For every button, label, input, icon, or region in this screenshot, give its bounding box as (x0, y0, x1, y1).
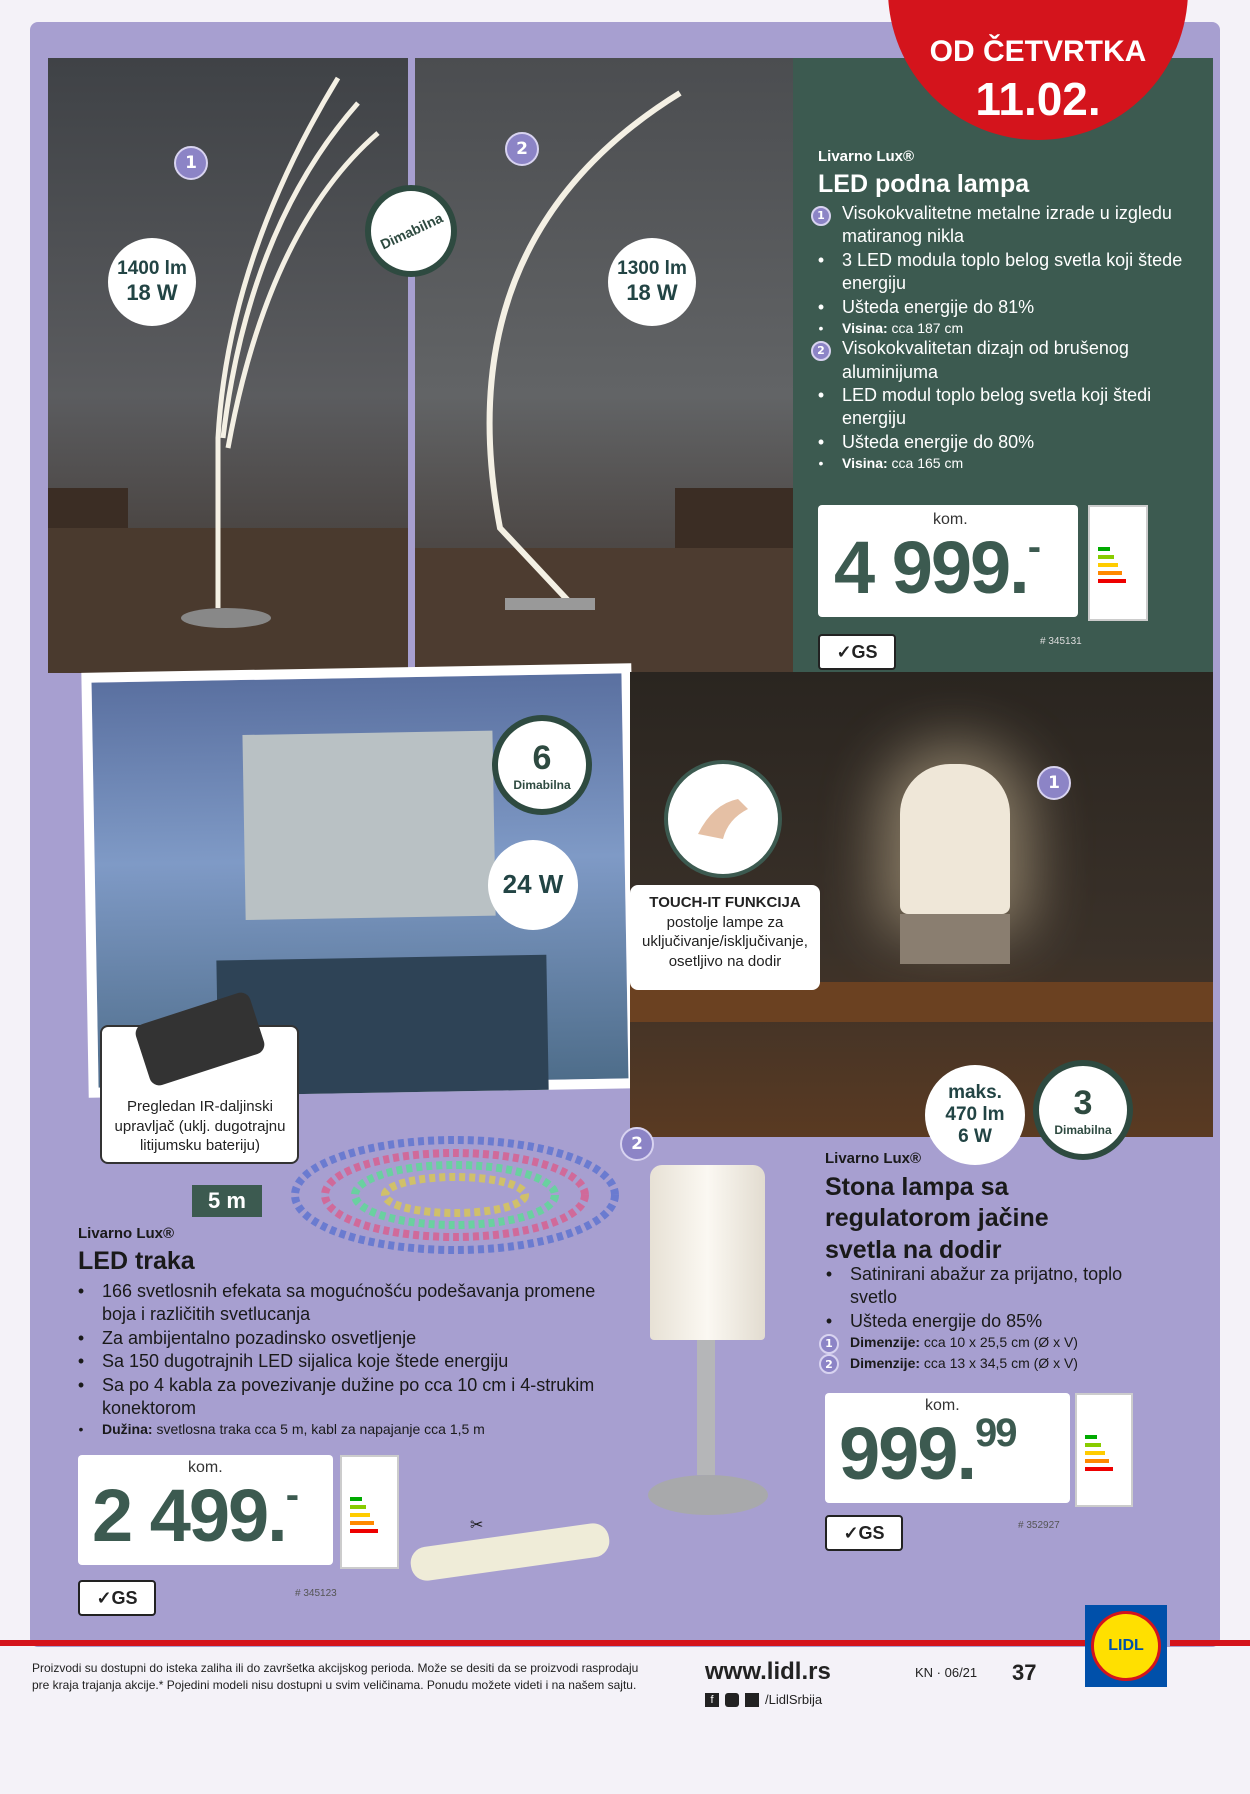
bullet-marker: • (818, 455, 824, 472)
dimmable-badge-table-lamp (1033, 1060, 1133, 1160)
disclaimer-line2: pre kraja trajanja akcije.* Pojedini modeli nisu dostupni u svim veličinama. Ponudu možete videti i na našem sajtu. (32, 1677, 637, 1692)
lamp-price-box (818, 505, 1078, 617)
bullet-label: Dužina: (102, 1421, 153, 1438)
touch-callout (630, 885, 820, 990)
strip-bullet: • 166 svetlosnih efekata sa mogućnošću podešavanja promene boja i različitih svetlucanja (70, 1280, 630, 1327)
bullet-text: Satinirani abažur za prijatno, toplo svetlo (850, 1264, 1123, 1308)
bullet-label: Dimenzije: (850, 1334, 921, 1351)
strip-article-number: # 345123 (295, 1588, 337, 1599)
bullet-marker: • (817, 249, 825, 270)
length-badge: 5 m (192, 1185, 262, 1217)
touch-text: postolje lampe za uključivanje/isključivanje, osetljivo na dodir (642, 913, 808, 970)
bullet-text: Visokokvalitetne metalne izrade u izgledu matiranog nikla (842, 203, 1172, 247)
bullet-marker: 2 (811, 341, 831, 361)
bullet-text: cca 187 cm (891, 319, 964, 336)
lamp-article-number: # 345131 (1040, 636, 1082, 647)
disclaimer-line1: Proizvodi su dostupni do isteka zaliha ili do završetka akcijskog perioda. Može se desiti da se proizvodi rasprodaju (32, 1661, 639, 1675)
banner-line2: 11.02. (975, 73, 1101, 125)
lidl-logo (1085, 1605, 1167, 1687)
spec-badge-1-lumen: 1400 lm (117, 258, 187, 280)
floor-lamp-1-photo (48, 58, 408, 673)
table-lamp-title: Stona lampa sa regulatorom jačine svetla na dodir (825, 1173, 1049, 1264)
bullet-marker: • (817, 384, 825, 405)
strip-bullet: • Za ambijentalno pozadinsko osvetljenje (70, 1327, 630, 1350)
bullet-text: svetlosna traka cca 5 m, kabl za napajanje cca 1,5 m (156, 1421, 485, 1438)
lamp-bullets (810, 202, 1205, 472)
strip-brand: Livarno Lux® (78, 1225, 175, 1242)
lamp-bullet (810, 384, 1205, 431)
dimmable-badge-strip (492, 715, 592, 815)
bullet-text: Ušteda energije do 81% (842, 296, 1035, 317)
table-lamp-dim (818, 1354, 1158, 1375)
lamp-unit: kom. (933, 511, 968, 528)
image-number-1: 1 (1037, 766, 1071, 800)
wall-art (242, 731, 495, 920)
lamp-bullet (810, 249, 1205, 296)
image-number-2: 2 (620, 1127, 654, 1161)
table-lamp-spec-badge (925, 1065, 1025, 1165)
spec-badge-1 (108, 238, 196, 326)
bullet-text: Za ambijentalno pozadinsko osvetljenje (102, 1327, 417, 1348)
bullet-label: Visina: (842, 319, 888, 336)
lamp-bullet (810, 454, 1205, 472)
dimmable-label: Dimabilna (377, 209, 445, 253)
bullet-marker: • (818, 319, 824, 336)
bullet-text: cca 165 cm (891, 455, 964, 472)
instagram-icon[interactable] (725, 1693, 739, 1707)
table-lamp-2-shade (650, 1165, 765, 1340)
lamp-price (834, 525, 1039, 610)
spec-badge-1-watt: 18 W (126, 280, 178, 306)
bullet-text: cca 10 x 25,5 cm (Ø x V) (923, 1334, 1078, 1351)
lidl-logo-text: LIDL (1091, 1611, 1161, 1681)
footer-red-line (0, 1640, 1090, 1646)
strip-price-box (78, 1455, 333, 1565)
table-lamp-bullet: • Ušteda energije do 85% (818, 1310, 1158, 1333)
dimmable-label: Dimabilna (1054, 1122, 1112, 1137)
spec-badge-2-lumen: 1300 lm (617, 258, 687, 280)
lamp-brand: Livarno Lux® (818, 148, 915, 165)
remote-callout (100, 1025, 299, 1164)
bullet-marker: 2 (819, 1354, 839, 1374)
dimm-number: 6 (532, 738, 552, 777)
scissors-icon: ✂ (470, 1515, 484, 1534)
lamp-bullet (810, 202, 1205, 249)
energy-label-icon (1088, 505, 1148, 621)
table-lamp-dim (818, 1333, 1158, 1354)
floor-lamp-2-photo (415, 58, 793, 673)
strip-bullet: • Dužina: svetlosna traka cca 5 m, kabl za napajanje cca 1,5 m (78, 1421, 485, 1438)
website-link[interactable]: www.lidl.rs (705, 1658, 831, 1685)
strip-price-value: 2 499. (92, 1474, 286, 1557)
catalog-code: KN · 06/21 (915, 1665, 978, 1680)
strip-bullets (70, 1280, 630, 1439)
spec-watt: 6 W (958, 1125, 992, 1147)
spec-max: maks. (948, 1082, 1002, 1104)
strip-title: LED traka (78, 1247, 195, 1275)
table-lamp-price-cents: 99 (975, 1411, 1016, 1455)
gs-certification-icon: ✓GS (818, 634, 896, 670)
lamp-shade (900, 764, 1010, 914)
page-number: 37 (1012, 1660, 1037, 1685)
bullet-text: Ušteda energije do 80% (842, 431, 1035, 452)
bullet-text: LED modul toplo belog svetla koji štedi energiju (842, 384, 1152, 429)
spec-badge-2-watt: 18 W (626, 280, 678, 306)
table-lamp-brand: Livarno Lux® (825, 1150, 922, 1167)
facebook-icon[interactable]: f (705, 1693, 719, 1707)
table-lamp-price-value: 999. (839, 1412, 976, 1495)
power-badge: 24 W (488, 840, 578, 930)
bullet-text: 166 svetlosnih efekata sa mogućnošću podešavanja promene boja i različitih svetlucanja (102, 1281, 596, 1325)
dimmable-badge-lamp (365, 185, 457, 277)
gs-certification-icon: ✓GS (78, 1580, 156, 1616)
lamp-bullet (810, 296, 1205, 319)
bullet-label: Visina: (842, 455, 888, 472)
table-lamp-bullet: • Satinirani abažur za prijatno, toplo svetlo (818, 1263, 1158, 1310)
table-lamp-price (839, 1411, 1016, 1496)
lamp-price-value: 4 999. (834, 526, 1028, 609)
image-number-2: 2 (505, 132, 539, 166)
bullet-marker: • (817, 431, 825, 452)
led-strip-coil-illustration (285, 1130, 625, 1265)
bullet-text: Visokokvalitetan dizajn od brušenog aluminijuma (842, 338, 1129, 382)
social-row (705, 1692, 822, 1707)
dimm-number: 3 (1073, 1083, 1093, 1122)
lamp-bullet (810, 337, 1205, 384)
bullet-text: Sa 150 dugotrajnih LED sijalica koje štede energiju (102, 1351, 509, 1372)
bullet-marker: 1 (811, 206, 831, 226)
lamp-base (900, 914, 1010, 964)
touch-finger-icon (664, 760, 782, 878)
table-lamp-article-number: # 352927 (1018, 1520, 1060, 1531)
touch-title: TOUCH-IT FUNKCIJA (649, 894, 801, 911)
social-handle: /LidlSrbija (765, 1692, 823, 1707)
lamp-price-suffix: - (1027, 525, 1040, 569)
footer-disclaimer (32, 1660, 682, 1694)
table-lamp-price-box (825, 1393, 1070, 1503)
table-lamp-2-base (648, 1475, 768, 1515)
bullet-label: Dimenzije: (850, 1354, 921, 1371)
bullet-text: cca 13 x 34,5 cm (Ø x V) (923, 1354, 1078, 1371)
date-banner (888, 0, 1188, 140)
bullet-marker: 1 (819, 1334, 839, 1354)
table-lamp-2-stem (697, 1340, 715, 1475)
strip-price-suffix: - (285, 1473, 298, 1517)
energy-label-icon (340, 1455, 399, 1569)
bullet-text: Sa po 4 kabla za povezivanje dužine po cca 10 cm i 4-strukim konektorom (102, 1374, 595, 1418)
spec-badge-2 (608, 238, 696, 326)
table-lamp-unit: kom. (925, 1397, 960, 1414)
spec-lumen: 470 lm (945, 1104, 1005, 1126)
remote-text: Pregledan IR-daljinski upravljač (uklj. dugotrajnu litijumsku bateriju) (114, 1098, 286, 1154)
bullet-text: Ušteda energije do 85% (850, 1310, 1043, 1331)
energy-label-icon (1075, 1393, 1133, 1507)
image-number-1: 1 (174, 146, 208, 180)
strip-price (92, 1473, 297, 1558)
table-lamp-bullets (818, 1263, 1158, 1374)
bullet-text: 3 LED modula toplo belog svetla koji štede energiju (842, 249, 1183, 294)
lamp-bullet (810, 431, 1205, 454)
dimmable-label: Dimabilna (513, 777, 571, 792)
banner-line1: OD ČETVRTKA (929, 35, 1147, 68)
strip-bullet: • Sa po 4 kabla za povezivanje dužine po cca 10 cm i 4-strukim konektorom (70, 1374, 630, 1421)
strip-bullet: • Sa 150 dugotrajnih LED sijalica koje štede energiju (70, 1350, 630, 1373)
bullet-marker: • (817, 296, 825, 317)
lamp-bullet (810, 319, 1205, 337)
youtube-icon[interactable] (745, 1693, 759, 1707)
gs-certification-icon: ✓GS (825, 1515, 903, 1551)
footer-red-line-right (1170, 1640, 1250, 1646)
lamp-title: LED podna lampa (818, 170, 1030, 198)
strip-unit: kom. (188, 1459, 223, 1476)
